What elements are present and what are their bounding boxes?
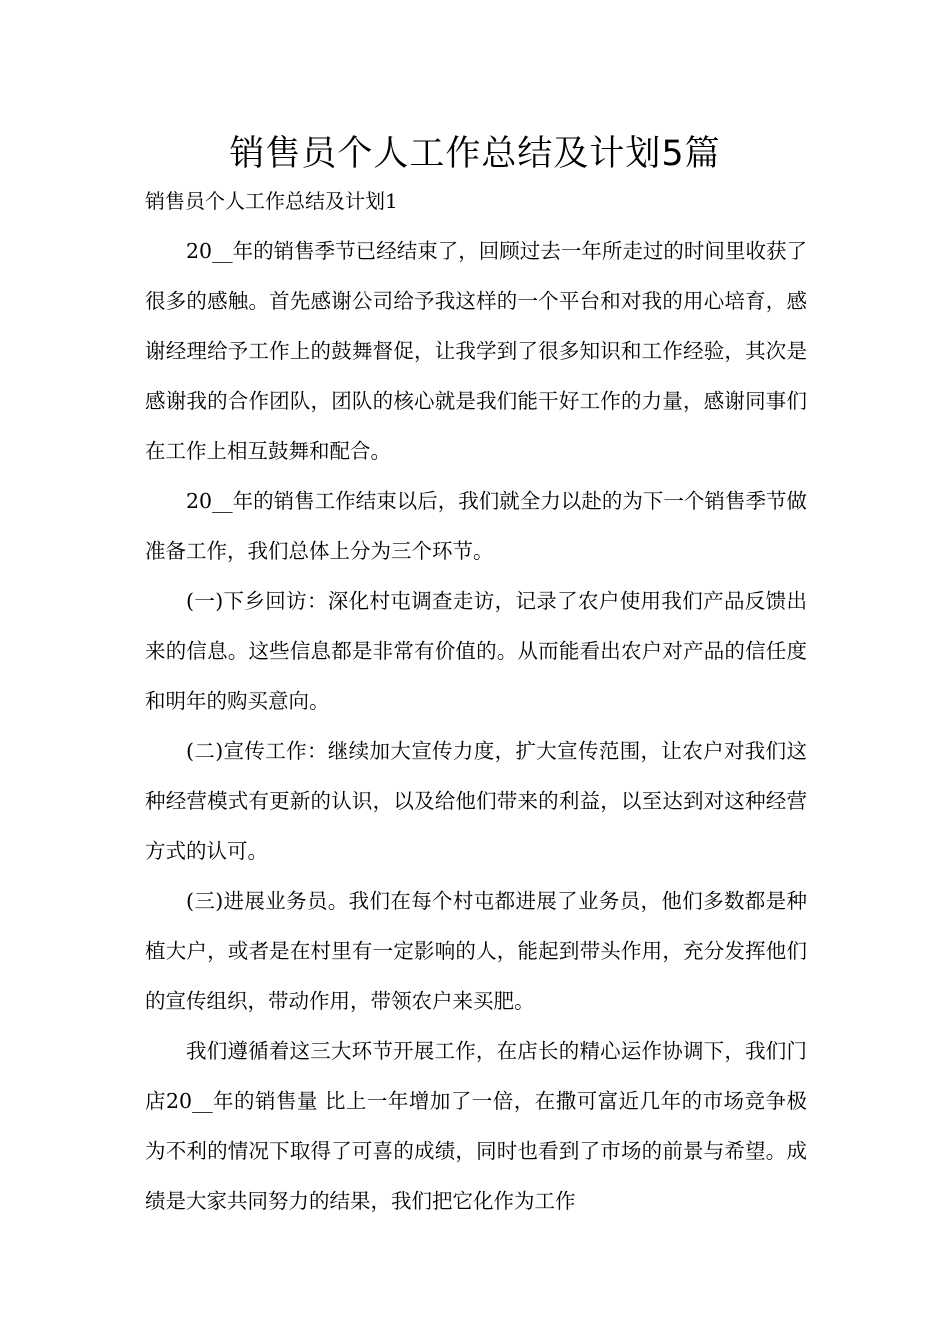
paragraph: (二)宣传工作：继续加大宣传力度，扩大宣传范围，让农户对我们这种经营模式有更新的认识，以及给他们带来的利益，以至达到对这种经营方式的认可。 [145, 739, 807, 863]
paragraph: 20__年的销售工作结束以后，我们就全力以赴的为下一个销售季节做准备工作，我们总体上分为三个环节。 [145, 489, 807, 563]
paragraph: 我们遵循着这三大环节开展工作，在店长的精心运作协调下，我们门店20__年的销售量 比上一年增加了一倍，在撒可富近几年的市场竞争极为不利的情况下取得了可喜的成绩，同时也看到了市场的前景与希望。成绩是大家共同努力的结果，我们把它化作为工作 [145, 1039, 807, 1213]
paragraph: (一)下乡回访：深化村屯调查走访，记录了农户使用我们产品反馈出来的信息。这些信息都是非常有价值的。从而能看出农户对产品的信任度和明年的购买意向。 [145, 589, 807, 713]
paragraph: (三)进展业务员。我们在每个村屯都进展了业务员，他们多数都是种植大户，或者是在村里有一定影响的人，能起到带头作用，充分发挥他们的宣传组织，带动作用，带领农户来买肥。 [145, 889, 807, 1013]
document-title: 销售员个人工作总结及计划5篇 [229, 134, 721, 174]
section-heading: 销售员个人工作总结及计划1 [145, 189, 398, 213]
paragraph: 20__年的销售季节已经结束了，回顾过去一年所走过的时间里收获了很多的感触。首先感谢公司给予我这样的一个平台和对我的用心培育，感谢经理给予工作上的鼓舞督促，让我学到了很多知识和工作经验，其次是感谢我的合作团队，团队的核心就是我们能干好工作的力量，感谢同事们在工作上相互鼓舞和配合。 [145, 239, 807, 463]
document-body [145, 226, 807, 1226]
